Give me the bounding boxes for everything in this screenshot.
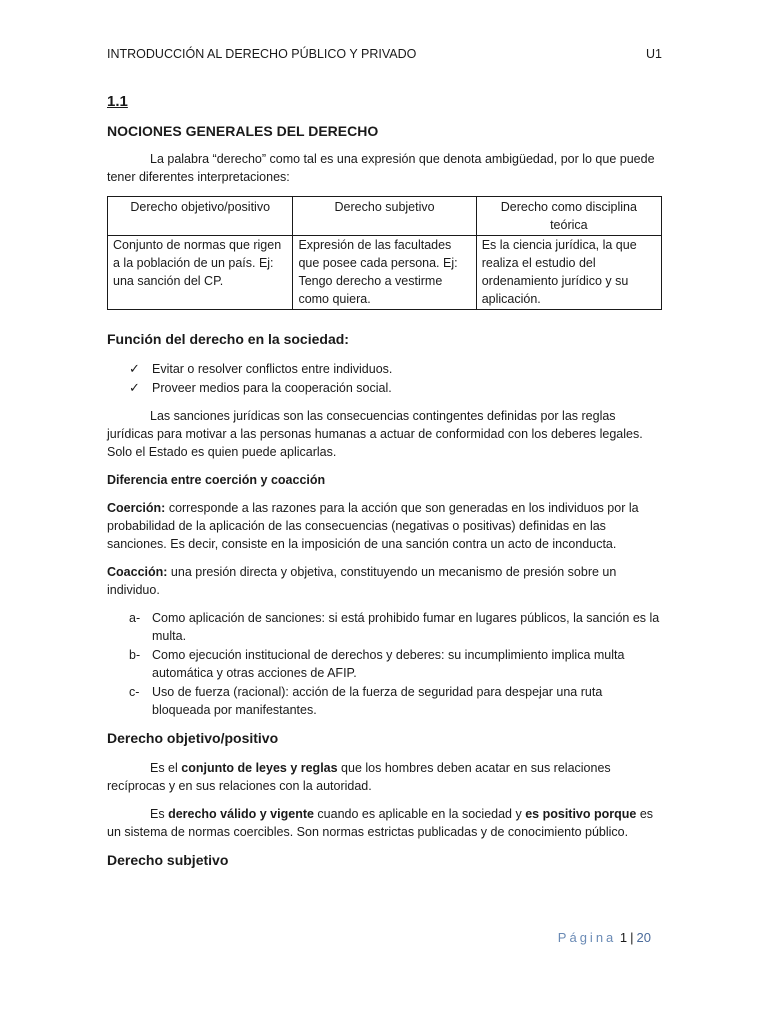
objetivo-paragraph-1 (107, 759, 662, 795)
objetivo-paragraph-2 (107, 805, 662, 841)
text-run: cuando es aplicable en la sociedad y (313, 807, 526, 821)
page-separator: | (630, 930, 634, 945)
table-header-cell: Derecho objetivo/positivo (108, 197, 293, 236)
table-row (108, 236, 662, 310)
sanciones-paragraph: Las sanciones jurídicas son las consecuencias contingentes definidas por las reglas jurídicas para motivar a las personas humanas a actuar de conformidad con los deberes legales. Solo el Estado es quien puede aplicarlas. (107, 409, 643, 459)
running-header (107, 47, 662, 61)
intro-paragraph: La palabra “derecho” como tal es una expresión que denota ambigüedad, por lo que puede tener diferentes interpretaciones: (107, 152, 655, 184)
text-run: Es (150, 807, 169, 821)
table-header-row (108, 197, 662, 236)
list-item (107, 609, 662, 645)
list-item (107, 683, 662, 719)
subjetivo-heading: Derecho subjetivo (107, 852, 229, 868)
coaccion-paragraph (107, 563, 662, 599)
list-item (107, 646, 662, 682)
objetivo-heading: Derecho objetivo/positivo (107, 730, 279, 746)
header-title: INTRODUCCIÓN AL DERECHO PÚBLICO Y PRIVADO (107, 47, 417, 61)
text-run: es un sistema de normas coercibles. Son normas estrictas publicadas y de conocimiento público. (107, 807, 654, 839)
checkmark-icon: ✓ (129, 361, 140, 376)
bold-run: conjunto de leyes y reglas (181, 761, 338, 775)
section-title: NOCIONES GENERALES DEL DERECHO (107, 123, 379, 139)
coaccion-term: Coacción: (107, 565, 168, 579)
table-header-cell: Derecho como disciplina teórica (476, 197, 661, 236)
page-content (107, 92, 662, 881)
table-cell: Es la ciencia jurídica, la que realiza el estudio del ordenamiento jurídico y su aplicación. (476, 236, 661, 310)
list-marker: c- (129, 685, 140, 699)
list-item-text: Como ejecución institucional de derechos y deberes: su incumplimiento implica multa automática y otras acciones de AFIP. (152, 648, 625, 680)
list-item-text: Evitar o resolver conflictos entre individuos. (152, 362, 393, 376)
coercion-paragraph (107, 499, 662, 553)
text-run: que los hombres deben acatar en sus relaciones recíprocas y en sus relaciones con la autoridad. (107, 761, 611, 793)
bold-run: es positivo porque (525, 807, 637, 821)
section-number: 1.1 (107, 93, 128, 110)
diferencia-heading: Diferencia entre coerción y coacción (107, 473, 326, 487)
page-number: 1 (619, 930, 628, 945)
table-cell: Expresión de las facultades que posee cada persona. Ej: Tengo derecho a vestirme como quiera. (293, 236, 476, 310)
checkmark-icon: ✓ (129, 380, 140, 395)
page-footer (558, 930, 651, 945)
funcion-heading: Función del derecho en la sociedad: (107, 331, 349, 347)
funcion-list (107, 360, 662, 397)
list-item-text: Como aplicación de sanciones: si está prohibido fumar en lugares públicos, la sanción es la multa. (152, 611, 660, 643)
coercion-term: Coerción: (107, 501, 166, 515)
page-total: 20 (636, 930, 651, 945)
coaccion-text: una presión directa y objetiva, constituyendo un mecanismo de presión sobre un individuo. (107, 565, 617, 597)
bold-run: derecho válido y vigente (168, 807, 314, 821)
table-header-cell: Derecho subjetivo (293, 197, 476, 236)
coaccion-list (107, 609, 662, 719)
table-cell: Conjunto de normas que rigen a la población de un país. Ej: una sanción del CP. (108, 236, 293, 310)
list-item (107, 379, 662, 397)
definitions-table (107, 196, 662, 310)
list-item-text: Proveer medios para la cooperación social. (152, 381, 392, 395)
list-item-text: Uso de fuerza (racional): acción de la fuerza de seguridad para despejar una ruta bloqueada por manifestantes. (152, 685, 603, 717)
list-item (107, 360, 662, 378)
list-marker: a- (129, 611, 141, 625)
list-marker: b- (129, 648, 141, 662)
text-run: Es el (150, 761, 182, 775)
coercion-text: corresponde a las razones para la acción que son generadas en los individuos por la probabilidad de la aplicación de las consecuencias (negativas o positivas) definidas en las sanciones. Es decir, consiste en la imposición de una sanción contra un acto de inconducta. (107, 501, 639, 551)
header-unit: U1 (646, 47, 662, 61)
page-label: Página (557, 930, 617, 945)
